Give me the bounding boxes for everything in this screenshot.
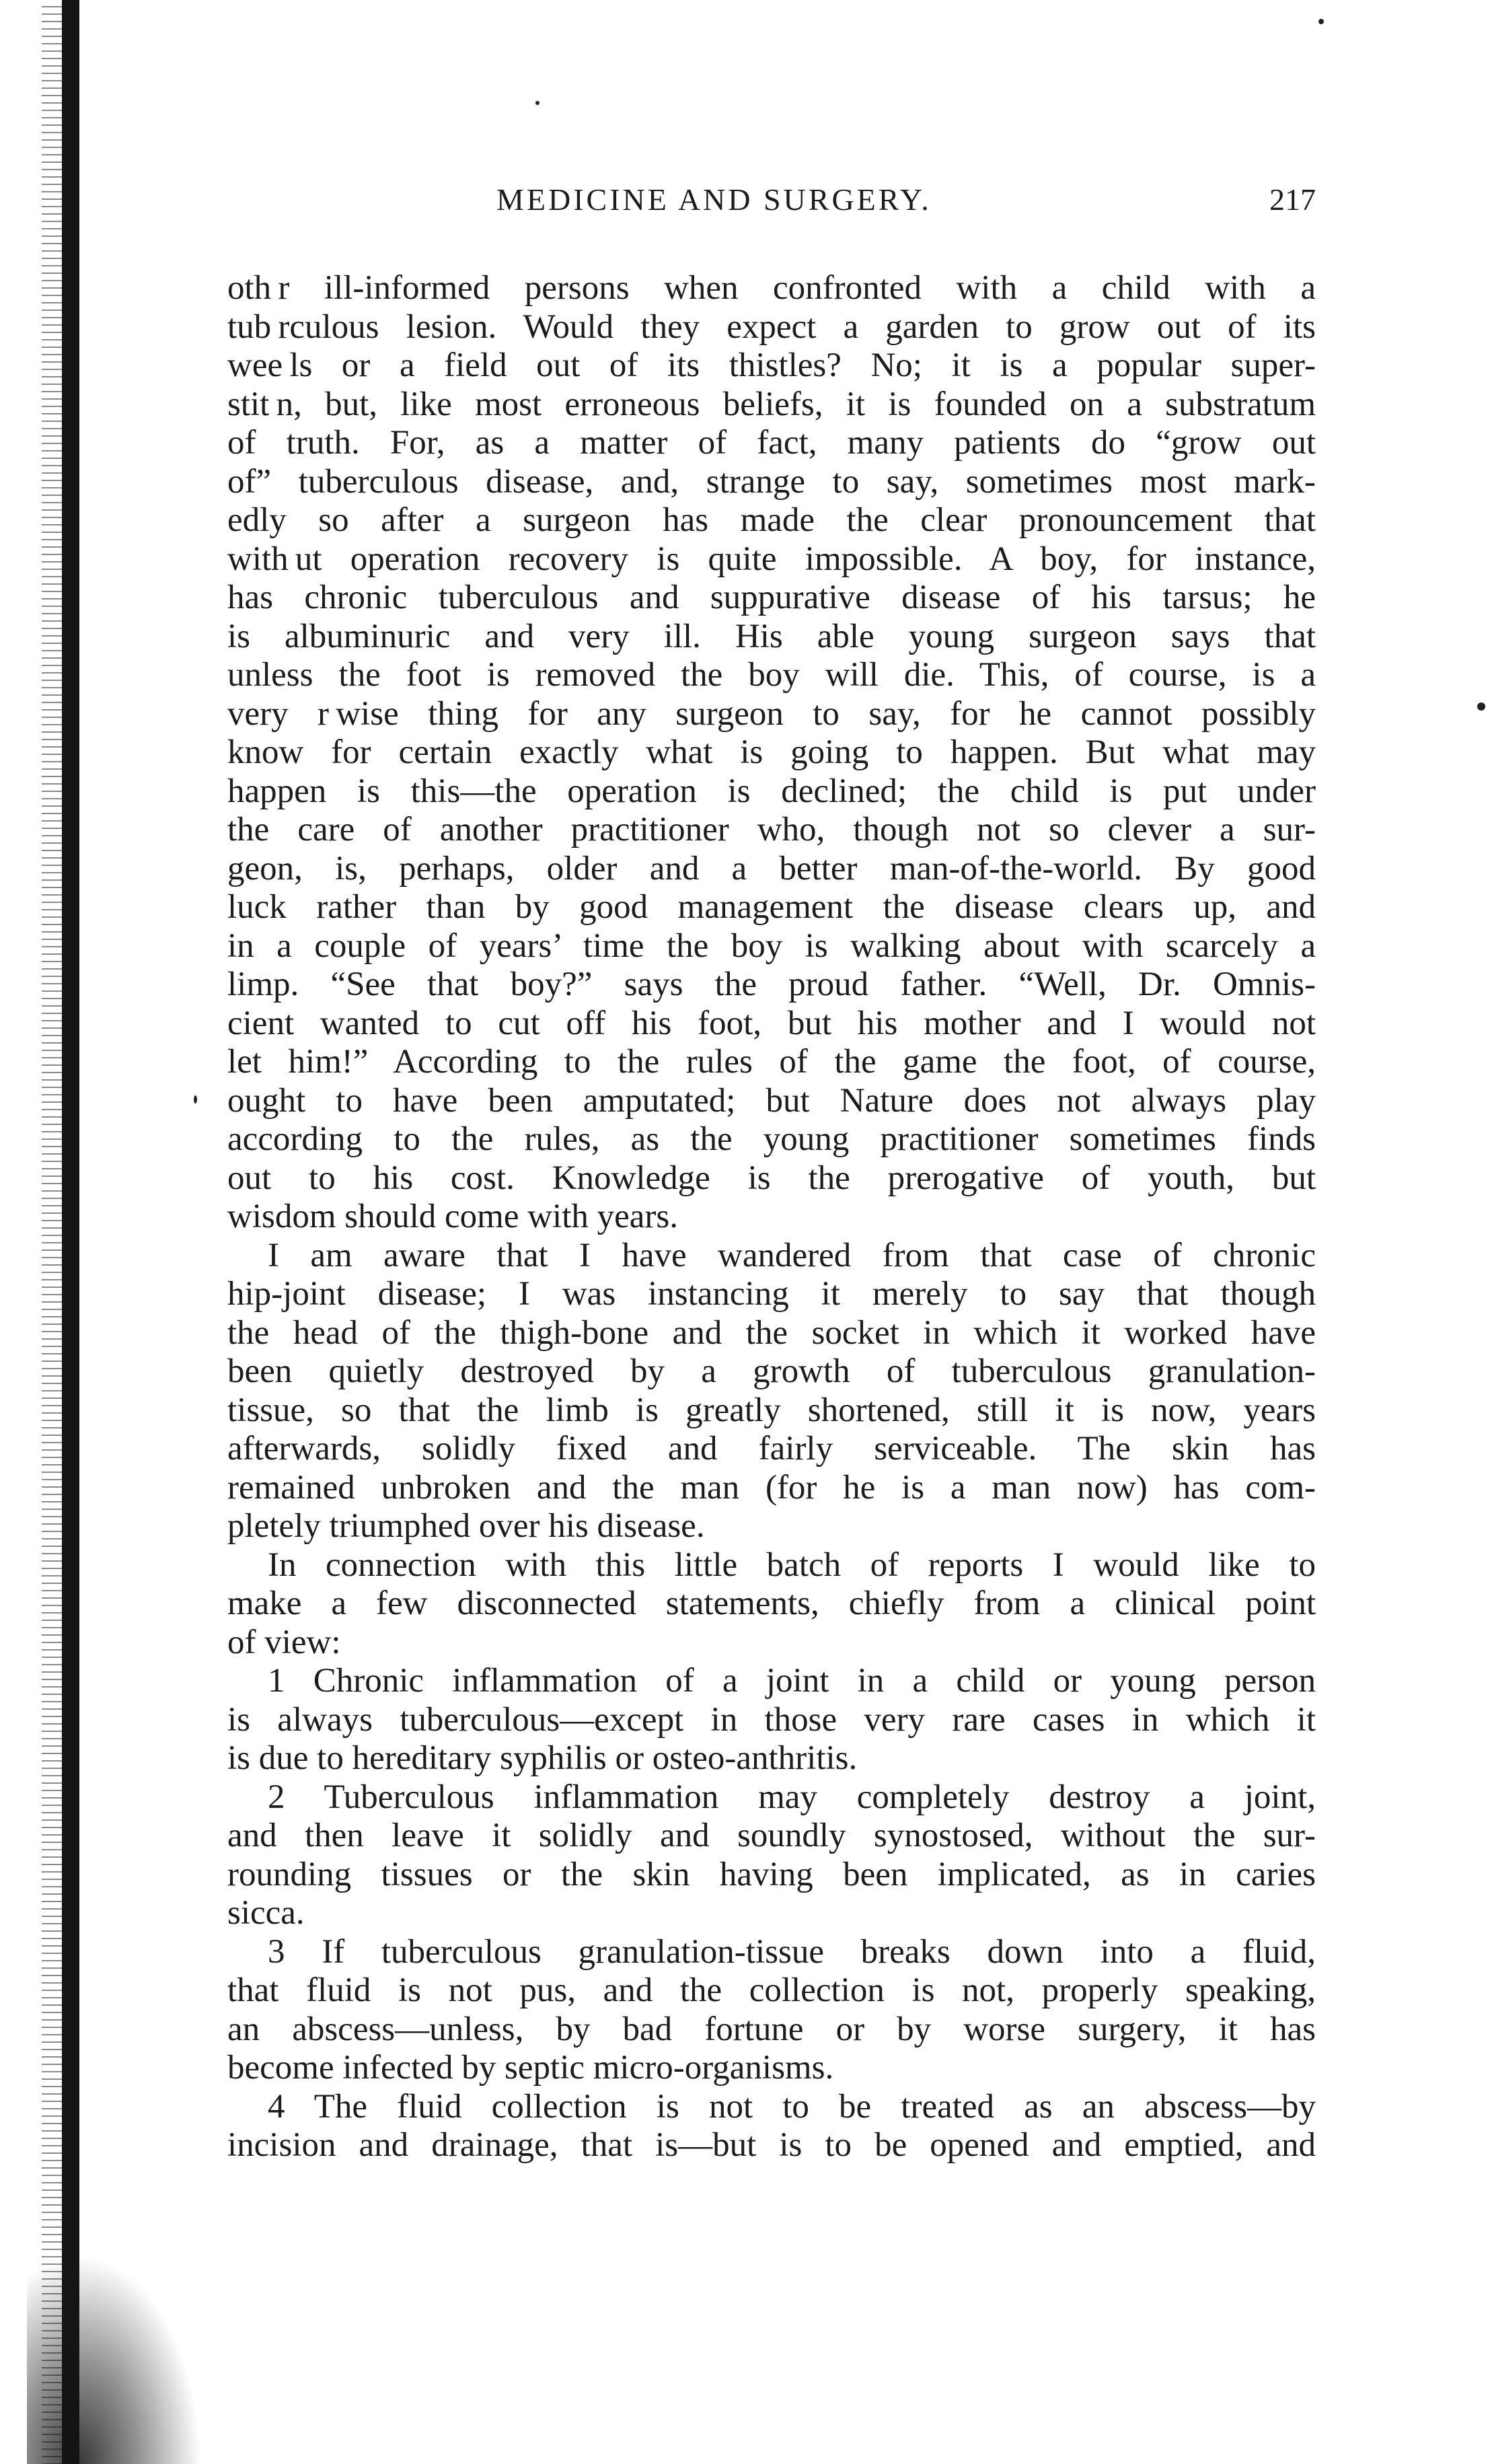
text-line: with ut operation recovery is quite impossible. A boy, for instance, bbox=[227, 540, 1316, 578]
text-line: 4 The fluid collection is not to be treated as an abscess—by bbox=[268, 2087, 1316, 2126]
text-line: and then leave it solidly and soundly synostosed, without the sur- bbox=[227, 1817, 1316, 1854]
scan-binding-edge bbox=[42, 0, 62, 2464]
text-line: very r wise thing for any surgeon to say, for he cannot possibly bbox=[227, 694, 1316, 733]
text-line: that fluid is not pus, and the collection is not, properly speaking, bbox=[227, 1971, 1316, 2009]
text-line: know for certain exactly what is going to happen. But what may bbox=[227, 733, 1316, 771]
text-line: of truth. For, as a matter of fact, many patients do “grow out bbox=[227, 424, 1316, 462]
text-line: in a couple of years’ time the boy is walking about with scarcely a bbox=[227, 927, 1316, 965]
text-line: is albuminuric and very ill. His able young surgeon says that bbox=[227, 617, 1316, 655]
text-line: oth r ill-informed persons when confronted with a child with a bbox=[227, 269, 1316, 307]
text-line: wisdom should come with years. bbox=[227, 1198, 678, 1235]
text-line: out to his cost. Knowledge is the prerogative of youth, but bbox=[227, 1159, 1316, 1197]
page-header bbox=[227, 182, 1316, 229]
text-line: let him!” According to the rules of the game the foot, of course, bbox=[227, 1043, 1316, 1081]
text-line: I am aware that I have wandered from that case of chronic bbox=[268, 1236, 1316, 1274]
stray-mark bbox=[535, 101, 539, 105]
text-line: edly so after a surgeon has made the clear pronouncement that bbox=[227, 501, 1316, 539]
scan-binding-smudge bbox=[27, 2254, 202, 2464]
text-line: wee ls or a field out of its thistles? No; it is a popular super- bbox=[227, 347, 1316, 384]
text-line: limp. “See that boy?” says the proud father. “Well, Dr. Omnis- bbox=[227, 966, 1316, 1003]
text-line: the head of the thigh-bone and the socket in which it worked have bbox=[227, 1313, 1316, 1352]
body-text bbox=[227, 269, 1316, 2165]
stray-mark bbox=[1477, 702, 1485, 711]
text-line: In connection with this little batch of reports I would like to bbox=[268, 1546, 1316, 1584]
text-line: of” tuberculous disease, and, strange to say, sometimes most mark- bbox=[227, 462, 1316, 501]
stray-mark bbox=[1318, 19, 1324, 24]
text-line: unless the foot is removed the boy will die. This, of course, is a bbox=[227, 656, 1316, 694]
text-line: been quietly destroyed by a growth of tuberculous granulation- bbox=[227, 1352, 1316, 1390]
text-line: the care of another practitioner who, though not so clever a sur- bbox=[227, 811, 1316, 848]
text-line: happen is this—the operation is declined; the child is put under bbox=[227, 772, 1316, 810]
text-line: pletely triumphed over his disease. bbox=[227, 1507, 705, 1545]
scan-binding-shadow bbox=[62, 0, 79, 2464]
text-line: luck rather than by good management the disease clears up, and bbox=[227, 888, 1316, 926]
text-line: 2 Tuberculous inflammation may completely destroy a joint, bbox=[268, 1778, 1316, 1816]
text-line: hip-joint disease; I was instancing it merely to say that though bbox=[227, 1275, 1316, 1313]
text-line: 3 If tuberculous granulation-tissue breaks down into a fluid, bbox=[268, 1932, 1316, 1971]
text-line: is always tuberculous—except in those very rare cases in which it bbox=[227, 1700, 1316, 1739]
text-line: afterwards, solidly fixed and fairly serviceable. The skin has bbox=[227, 1430, 1316, 1467]
page-number: 217 bbox=[1269, 182, 1316, 217]
text-line: of view: bbox=[227, 1623, 341, 1661]
text-line: make a few disconnected statements, chiefly from a clinical point bbox=[227, 1585, 1316, 1622]
text-line: according to the rules, as the young practitioner sometimes finds bbox=[227, 1120, 1316, 1158]
text-line: sicca. bbox=[227, 1894, 305, 1932]
text-line: stit n, but, like most erroneous beliefs, it is founded on a substratum bbox=[227, 385, 1316, 423]
text-line: is due to hereditary syphilis or osteo-anthritis. bbox=[227, 1739, 858, 1777]
text-line: 1 Chronic inflammation of a joint in a child or young person bbox=[268, 1662, 1316, 1700]
stray-mark bbox=[194, 1095, 197, 1103]
text-line: remained unbroken and the man (for he is a man now) has com- bbox=[227, 1468, 1316, 1507]
text-line: ought to have been amputated; but Nature does not always play bbox=[227, 1081, 1316, 1120]
text-line: cient wanted to cut off his foot, but his mother and I would not bbox=[227, 1004, 1316, 1042]
text-line: tissue, so that the limb is greatly shortened, still it is now, years bbox=[227, 1391, 1316, 1429]
text-line: tub rculous lesion. Would they expect a garden to grow out of its bbox=[227, 307, 1316, 346]
text-line: has chronic tuberculous and suppurative disease of his tarsus; he bbox=[227, 579, 1316, 616]
running-head: MEDICINE AND SURGERY. bbox=[496, 182, 932, 217]
text-line: incision and drainage, that is—but is to be opened and emptied, and bbox=[227, 2126, 1316, 2164]
text-line: become infected by septic micro-organisms. bbox=[227, 2049, 834, 2087]
text-line: geon, is, perhaps, older and a better man-of-the-world. By good bbox=[227, 849, 1316, 887]
text-line: an abscess—unless, by bad fortune or by worse surgery, it has bbox=[227, 2010, 1316, 2048]
text-line: rounding tissues or the skin having been implicated, as in caries bbox=[227, 1855, 1316, 1893]
